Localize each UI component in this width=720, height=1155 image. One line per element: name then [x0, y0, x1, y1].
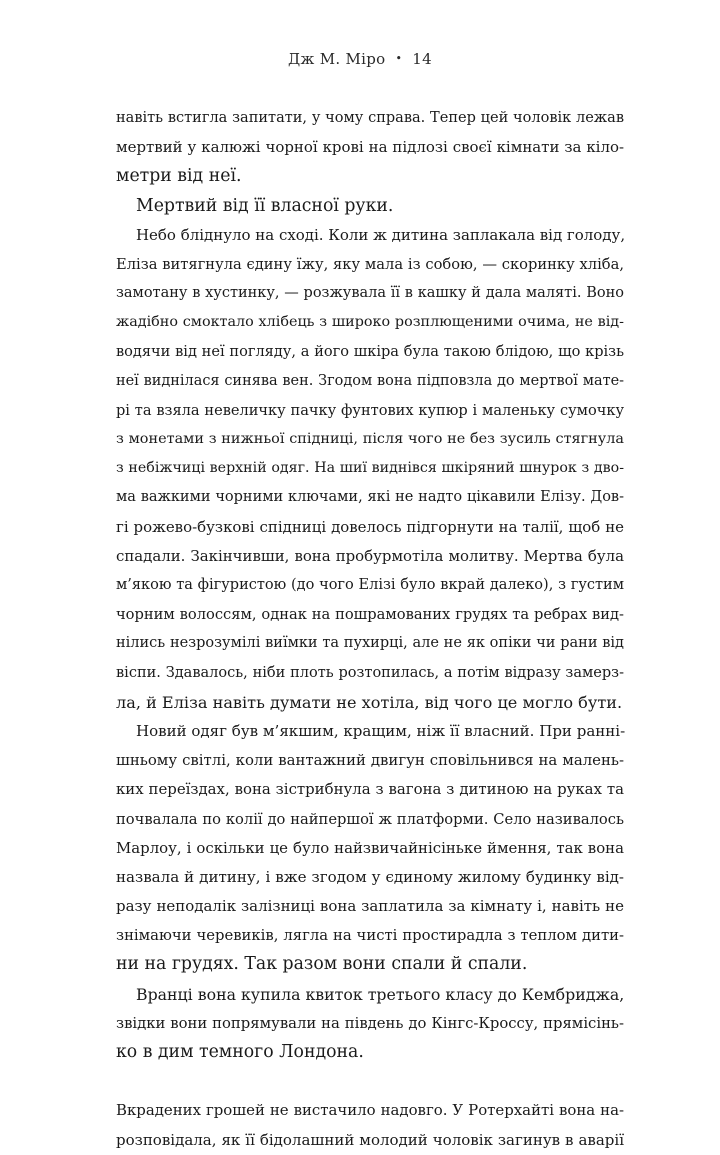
text-line: Новий одяг був м’якшим, кращим, ніж її власний. При ранні- — [136, 721, 626, 740]
text-line: водячи від неї погляду, а його шкіра була такою блідою, що крізь — [116, 343, 624, 360]
running-head — [0, 50, 720, 68]
header-separator: • — [395, 52, 403, 65]
text-line: разу неподалік залізниці вона заплатила за кімнату і, навіть не — [116, 897, 624, 916]
text-line: ко в дим темного Лондона. — [116, 1042, 364, 1062]
text-line: Небо бліднуло на сході. Коли ж дитина заплакала від голоду, — [136, 225, 626, 244]
text-line: навіть встигла запитати, у чому справа. Тепер цей чоловік лежав — [116, 110, 624, 126]
text-line: назвала й дитину, і вже згодом у єдиному жилому будинку від- — [116, 867, 624, 886]
body-text — [116, 104, 624, 1155]
text-line: м’якою та фігуристою (до чого Елізі було вкрай далеко), з густим — [116, 577, 624, 593]
text-line: жадібно смоктало хлібець з широко розплющеними очима, не від- — [116, 314, 624, 331]
text-line: спадали. Закінчивши, вона пробурмотіла молитву. Мертва була — [116, 546, 624, 565]
text-line: Вранці вона купила квиток третього класу до Кембриджа, — [136, 984, 625, 1004]
page-number: 14 — [412, 50, 432, 68]
text-line: замотану в хустинку, — розжувала її в кашку й дала маляті. Воно — [116, 285, 624, 302]
text-line: Мертвий від її власної руки. — [136, 195, 394, 216]
text-line: з монетами з нижньої спідниці, після чого не без зусиль стягнула — [116, 431, 624, 448]
text-line: нілись незрозумілі виїмки та пухирці, але не як опіки чи рани від — [116, 635, 624, 652]
text-line: метри від неї. — [116, 166, 242, 187]
text-line: Марлоу, і оскільки це було найзвичайнісіньке ймення, так вона — [116, 838, 624, 857]
text-line: чорним волоссям, однак на пошрамованих грудях та ребрах вид- — [116, 606, 624, 624]
text-line: ни на грудях. Так разом вони спали й спали. — [116, 954, 528, 975]
text-line: мертвий у калюжі чорної крові на підлозі своєї кімнати за кіло- — [116, 138, 624, 157]
text-line: Вкрадених грошей не вистачило надовго. У Ротерхайті вона на- — [116, 1101, 624, 1120]
text-line: з небіжчиці верхній одяг. На шиї виднівся шкіряний шнурок з дво- — [116, 460, 624, 477]
text-line: ких переїздах, вона зістрибнула з вагона з дитиною на руках та — [116, 780, 624, 799]
text-line: віспи. Здавалось, ніби плоть розтопилась, а потім відразу замерз- — [116, 664, 624, 681]
text-line: ма важкими чорними ключами, які не надто цікавили Елізу. Дов- — [116, 489, 624, 506]
text-line: розповідала, як її бідолашний молодий чоловік загинув в аварії — [116, 1130, 624, 1149]
text-line: звідки вони попрямували на південь до Кінгс-Кроссу, прямісінь- — [116, 1014, 624, 1032]
author-name: Дж М. Міро — [288, 50, 386, 68]
section-break — [116, 1067, 624, 1096]
text-line: знімаючи черевиків, лягла на чисті простирадла з теплом дити- — [116, 927, 624, 945]
text-line: рі та взяла невеличку пачку фунтових купюр і маленьку сумочку — [116, 401, 624, 419]
text-line: неї виднілася синява вен. Згодом вона підповзла до мертвої мате- — [116, 372, 624, 389]
text-line: гі рожево-бузкові спідниці довелось підгорнути на талії, щоб не — [116, 517, 624, 536]
text-line: Еліза витягнула єдину їжу, яку мала із собою, — скоринку хліба, — [116, 255, 624, 273]
text-line: почвалала по колії до найпершої ж платформи. Село називалось — [116, 810, 624, 828]
text-line: шньому світлі, коли вантажний двигун сповільнився на малень- — [116, 751, 624, 770]
text-line: ла, й Еліза навіть думати не хотіла, від чого це могло бути. — [116, 692, 623, 712]
